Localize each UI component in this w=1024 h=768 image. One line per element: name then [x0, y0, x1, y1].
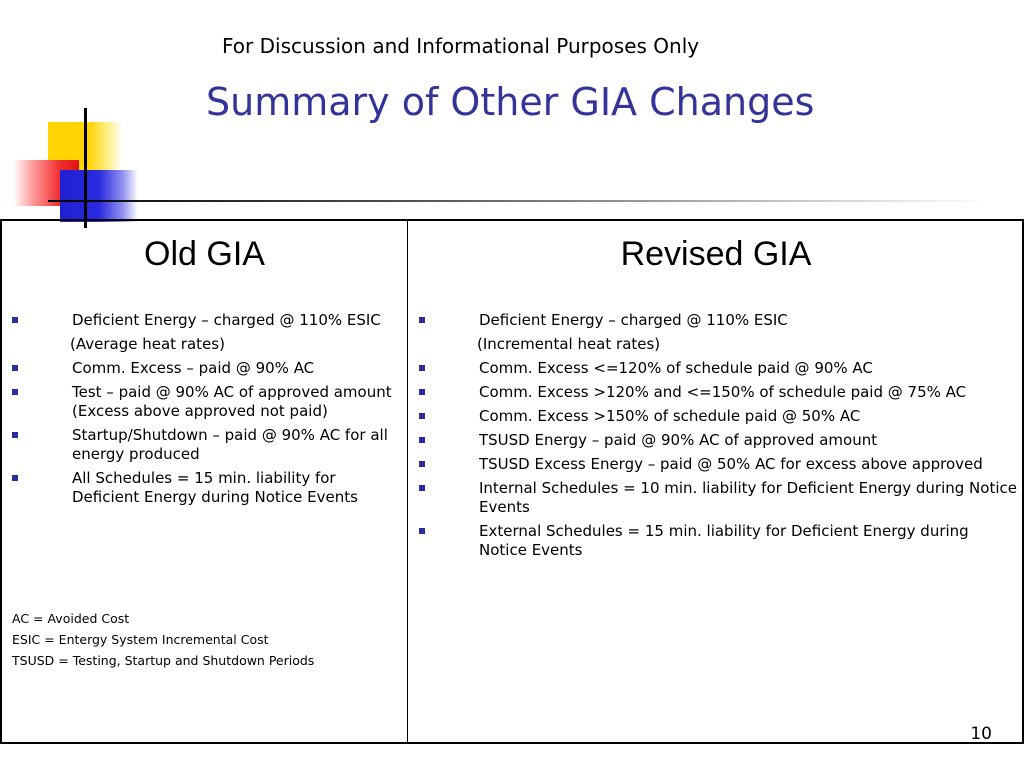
list-item: TSUSD Energy – paid @ 90% AC of approved amount	[419, 431, 1019, 450]
list-item: External Schedules = 15 min. liability for Deficient Energy during Notice Events	[419, 522, 1019, 560]
list-item: Internal Schedules = 10 min. liability for Deficient Energy during Notice Events	[419, 479, 1019, 517]
column-divider	[407, 221, 408, 742]
revised-gia-heading: Revised GIA	[620, 235, 812, 273]
page-number: 10	[970, 724, 992, 744]
list-item: Deficient Energy – charged @ 110% ESIC	[12, 311, 402, 330]
list-item: TSUSD Excess Energy – paid @ 50% AC for excess above approved	[419, 455, 1019, 474]
bullet-icon	[12, 432, 18, 438]
bullet-icon	[419, 389, 425, 395]
bullet-icon	[419, 461, 425, 467]
bullet-icon	[12, 365, 18, 371]
bullet-icon	[419, 317, 425, 323]
comparison-table	[0, 219, 1024, 744]
list-item: Startup/Shutdown – paid @ 90% AC for all energy produced	[12, 426, 402, 464]
legend-tsusd: TSUSD = Testing, Startup and Shutdown Periods	[12, 653, 315, 668]
revised-gia-list	[419, 311, 1019, 565]
slide-title: Summary of Other GIA Changes	[206, 80, 815, 124]
list-item: Deficient Energy – charged @ 110% ESIC	[419, 311, 1019, 330]
bullet-icon	[419, 528, 425, 534]
list-item: Comm. Excess >120% and <=150% of schedule paid @ 75% AC	[419, 383, 1019, 402]
list-item-note: (Average heat rates)	[70, 335, 225, 353]
old-gia-list	[12, 311, 402, 512]
list-item: Comm. Excess – paid @ 90% AC	[12, 359, 402, 378]
decorative-blue-block	[60, 170, 138, 222]
bullet-icon	[12, 389, 18, 395]
bullet-icon	[12, 317, 18, 323]
title-underline	[48, 200, 988, 202]
list-item-note: (Incremental heat rates)	[477, 335, 661, 353]
disclaimer-text: For Discussion and Informational Purposes Only	[222, 34, 700, 58]
legend-ac: AC = Avoided Cost	[12, 611, 130, 626]
bullet-icon	[419, 437, 425, 443]
bullet-icon	[419, 413, 425, 419]
legend-esic: ESIC = Entergy System Incremental Cost	[12, 632, 269, 647]
list-item: Comm. Excess <=120% of schedule paid @ 90% AC	[419, 359, 1019, 378]
bullet-icon	[12, 475, 18, 481]
decorative-vertical-line	[84, 108, 87, 228]
list-item: Test – paid @ 90% AC of approved amount (Excess above approved not paid)	[12, 383, 402, 421]
abbreviation-legend	[12, 608, 314, 671]
list-item: Comm. Excess >150% of schedule paid @ 50% AC	[419, 407, 1019, 426]
list-item: All Schedules = 15 min. liability for Deficient Energy during Notice Events	[12, 469, 402, 507]
bullet-icon	[419, 485, 425, 491]
bullet-icon	[419, 365, 425, 371]
old-gia-heading: Old GIA	[144, 235, 265, 273]
